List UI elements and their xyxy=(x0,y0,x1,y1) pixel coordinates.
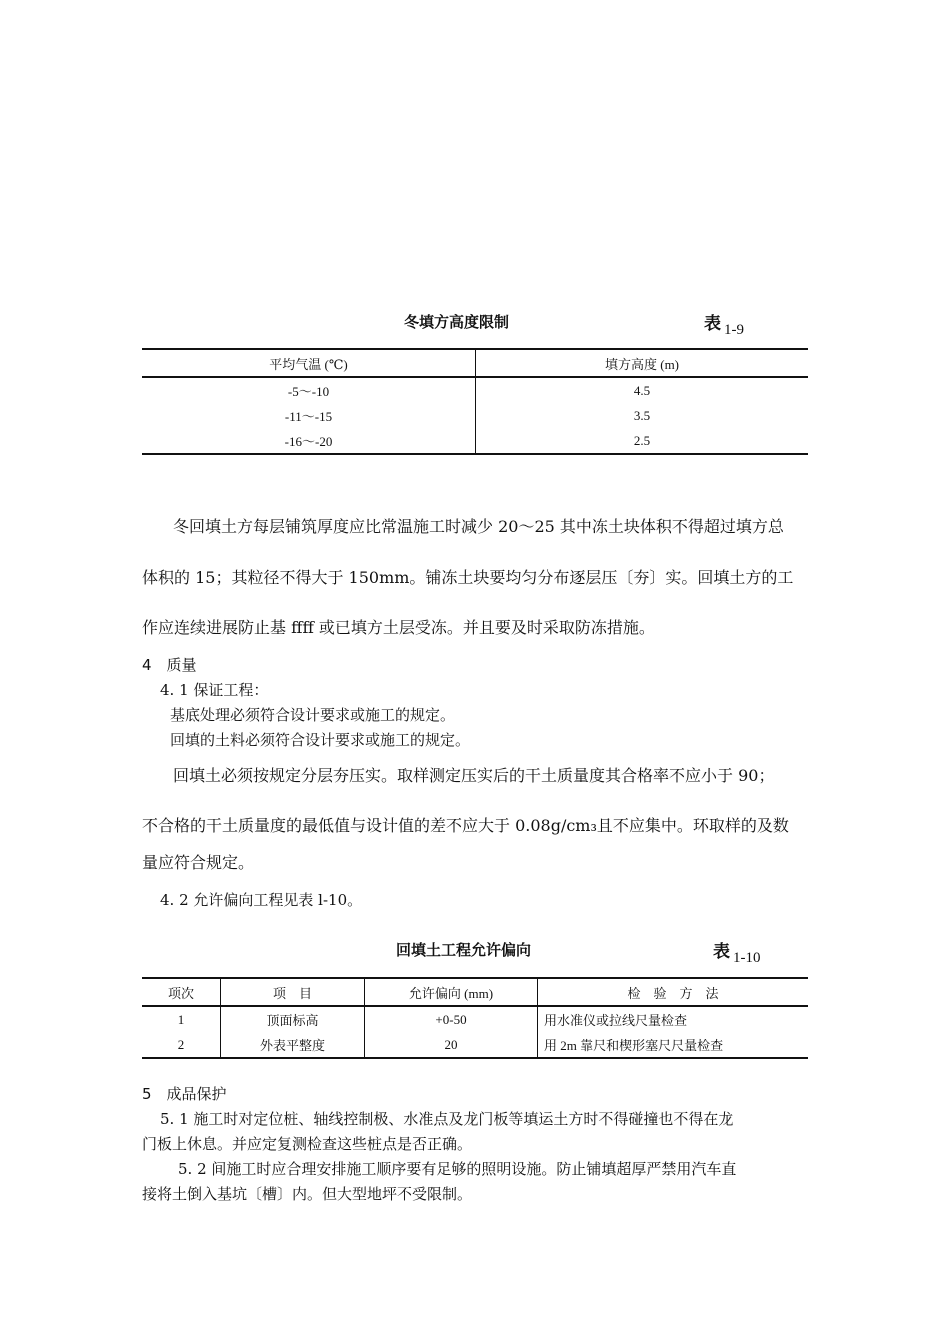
cell-height: 2.5 xyxy=(476,428,809,454)
cell-method: 用水准仪或拉线尺量检查 xyxy=(544,1013,688,1028)
cell-temp: -16～-20 xyxy=(142,428,476,454)
section5-p2-line2: 接将土倒入基坑〔槽〕内。但大型地坪不受限制。 xyxy=(142,1185,473,1203)
paragraph1-line2: 体积的 15；其粒径不得大于 150mm。铺冻土块要均匀分布逐层压〔夯〕实。回填土方的工 xyxy=(142,568,794,587)
cell-tolerance: 20 xyxy=(365,1032,538,1058)
table2-number-prefix: 表 xyxy=(713,942,730,962)
header-item: 项 目 xyxy=(221,978,365,1006)
table-row xyxy=(142,403,808,428)
section5-p1-line1: 5. 1 施工时对定位桩、轴线控制极、水准点及龙门板等填运土方时不得碰撞也不得在龙 xyxy=(160,1110,734,1128)
cell-item: 外表平整度 xyxy=(221,1032,365,1058)
table2-number xyxy=(713,937,761,966)
section4-heading: 4 质量 xyxy=(142,656,197,674)
header-avg-temp: 平均气温 (℃) xyxy=(142,349,476,377)
table-header-row xyxy=(142,349,808,377)
header-item-no: 项次 xyxy=(142,978,221,1006)
section4-para-line1: 回填土必须按规定分层夯压实。取样测定压实后的干土质量度其合格率不应小于 90； xyxy=(173,766,775,785)
table-row xyxy=(142,377,808,403)
section5-p2-line1: 5. 2 间施工时应合理安排施工顺序要有足够的照明设施。防止铺填超厚严禁用汽车直 xyxy=(178,1160,737,1178)
cell-height: 3.5 xyxy=(633,407,651,423)
cell-temp: -11～-15 xyxy=(142,403,476,428)
section4-para-line2: 不合格的干土质量度的最低值与设计值的差不应大于 0.08g/cm₃且不应集中。环取样的及数 xyxy=(142,816,789,835)
section4-sub2: 4. 2 允许偏向工程见表 l-10。 xyxy=(160,891,363,909)
section4-item2: 回填的土料必须符合设计要求或施工的规定。 xyxy=(170,731,471,749)
table-row xyxy=(142,428,808,454)
cell-method: 用 2m 靠尺和楔形塞尺尺量检查 xyxy=(538,1032,809,1058)
paragraph1-line1: 冬回填土方每层铺筑厚度应比常温施工时减少 20～25 其中冻土块体积不得超过填方总 xyxy=(173,517,784,536)
paragraph1-line3: 作应连续进展防止基 ffff 或已填方土层受冻。并且要及时采取防冻措施。 xyxy=(142,618,655,637)
cell-tolerance: +0-50 xyxy=(365,1006,538,1032)
section4-para-line3: 量应符合规定。 xyxy=(142,853,255,872)
header-tolerance: 允许偏向 (mm) xyxy=(365,978,538,1006)
section5-p1-line2: 门板上休息。并应定复测检查这些桩点是否正确。 xyxy=(142,1135,473,1153)
cell-temp: -5～-10 xyxy=(142,377,476,403)
cell-no: 2 xyxy=(142,1032,221,1058)
section5-heading: 5 成品保护 xyxy=(142,1085,227,1103)
section4-sub1: 4. 1 保证工程： xyxy=(160,681,269,699)
table1-number xyxy=(704,309,744,338)
table-row xyxy=(142,1006,808,1032)
table2-number-value: 1-10 xyxy=(733,950,761,966)
cell-height: 4.5 xyxy=(633,382,651,398)
cell-no: 1 xyxy=(142,1006,221,1032)
table2-caption: 回填土工程允许偏向 xyxy=(396,941,532,959)
header-fill-height: 填方高度 (m) xyxy=(476,349,809,377)
cell-item: 顶面标高 xyxy=(221,1006,365,1032)
table-winter-fill-height xyxy=(142,348,808,455)
table1-number-value: 1-9 xyxy=(724,322,744,338)
section4-item1: 基底处理必须符合设计要求或施工的规定。 xyxy=(170,706,456,724)
table1-caption: 冬填方高度限制 xyxy=(404,313,510,331)
table1-number-prefix: 表 xyxy=(704,314,721,334)
table-row xyxy=(142,1032,808,1058)
header-method: 检 验 方 法 xyxy=(538,978,809,1006)
table-backfill-tolerance xyxy=(142,977,808,1059)
table-header-row xyxy=(142,978,808,1006)
